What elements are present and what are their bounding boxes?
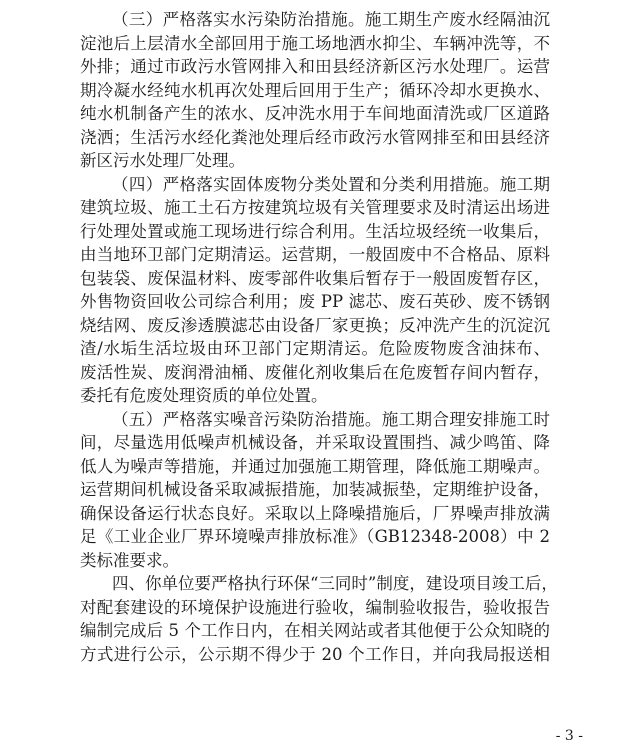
text-line: 烧结网、废反渗透膜滤芯由设备厂家更换；反冲洗产生的沉淀沉 (80, 315, 550, 335)
text-line: 行处理处置或施工现场进行综合利用。生活垃圾经统一收集后， (80, 221, 550, 241)
text-line: 由当地环卫部门定期清运。运营期，一般固废中不合格品、原料 (80, 245, 550, 264)
text-line: 新区污水处理厂处理。 (80, 151, 245, 170)
text-line: 建筑垃圾、施工土石方按建筑垃圾有关管理要求及时清运出场进 (80, 198, 550, 217)
text-line: 纯水机制备产生的浓水、反冲洗水用于车间地面清洗或厂区道路 (80, 104, 550, 123)
text-line: 对配套建设的环境保护设施进行验收，编制验收报告，验收报告 (80, 597, 550, 617)
text-line: 淀池后上层清水全部回用于施工场地洒水抑尘、车辆冲洗等，不 (80, 33, 550, 53)
document-body (80, 8, 558, 666)
text-line: 四、你单位要严格执行环保“三同时”制度，建设项目竣工后， (112, 574, 558, 593)
text-line: 外排；通过市政污水管网排入和田县经济新区污水处理厂。运营 (80, 57, 550, 76)
text-line: （三）严格落实水污染防治措施。施工期生产废水经隔油沉 (112, 10, 550, 29)
text-line: 包装袋、废保温材料、废零部件收集后暂存于一般固废暂存区， (80, 268, 550, 288)
page-number: - 3 - (555, 728, 583, 744)
text-line: 编制完成后 5 个工作日内，在相关网站或者其他便于公众知晓的 (80, 621, 550, 640)
text-line: 外售物资回收公司综合利用；废 PP 滤芯、废石英砂、废不锈钢 (80, 292, 550, 311)
text-line: 废活性炭、废润滑油桶、废催化剂收集后在危废暂存间内暂存， (80, 362, 550, 382)
text-line: （五）严格落实噪音污染防治措施。施工期合理安排施工时 (112, 409, 550, 429)
text-line: 运营期间机械设备采取减振措施，加装减振垫，定期维护设备， (80, 480, 550, 499)
text-line: 期冷凝水经纯水机再次处理后回用于生产；循环冷却水更换水、 (80, 80, 550, 100)
text-line: 类标准要求。 (80, 550, 179, 570)
text-line: （四）严格落实固体废物分类处置和分类利用措施。施工期 (112, 174, 550, 194)
text-line: 确保设备运行状态良好。采取以上降噪措施后，厂界噪声排放满 (80, 503, 550, 523)
text-line: 浇洒；生活污水经化粪池处理后经市政污水管网排至和田县经济 (80, 127, 550, 147)
text-line: 渣/水垢生活垃圾由环卫部门定期清运。危险废物废含油抹布、 (80, 339, 550, 358)
text-line: 委托有危废处理资质的单位处置。 (80, 386, 328, 405)
text-line: 方式进行公示，公示期不得少于 20 个工作日，并向我局报送相 (80, 644, 550, 664)
text-line: 间，尽量选用低噪声机械设备，并采取设置围挡、减少鸣笛、降 (80, 433, 550, 452)
text-line: 低人为噪声等措施，并通过加强施工期管理，降低施工期噪声。 (80, 456, 550, 476)
text-line: 足《工业企业厂界环境噪声排放标准》（GB12348-2008）中 2 (80, 527, 550, 546)
